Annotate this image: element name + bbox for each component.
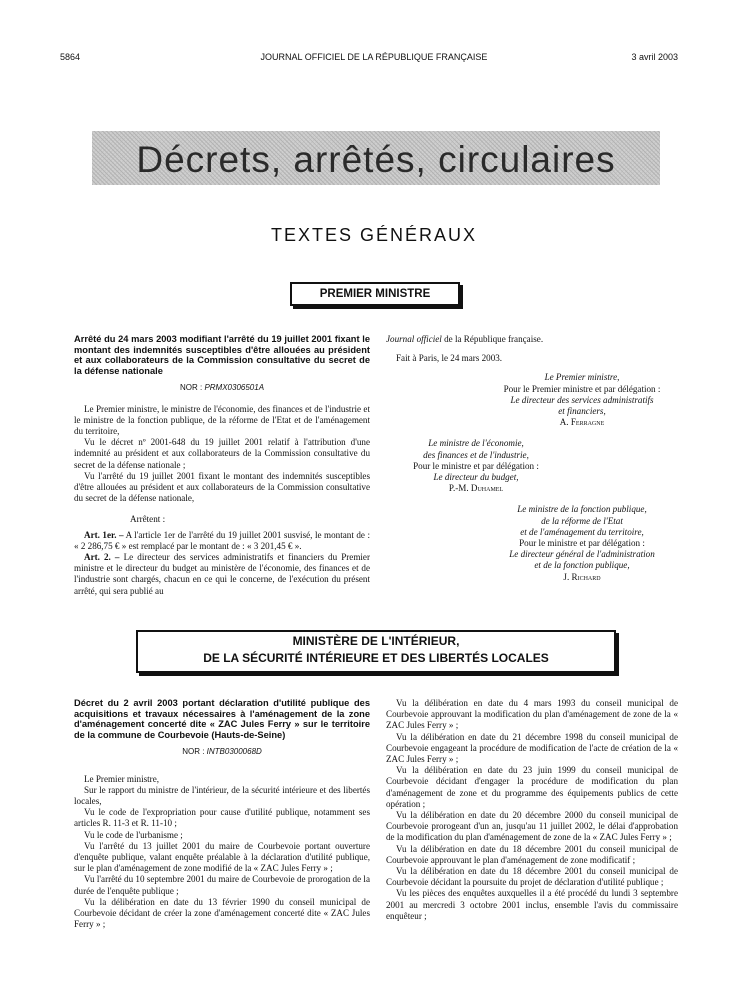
decret-left-para: Vu l'arrêté du 10 septembre 2001 du maire de Courbevoie de prorogation de la durée de l'enquête publique ; (74, 874, 370, 896)
ministry-box-premier-ministre (290, 282, 460, 306)
arrete-left-column (74, 334, 370, 597)
arrete-visa-1: Vu le décret nº 2001-648 du 19 juillet 2001 relatif à l'attribution d'une indemnité au président et aux collaborateurs de la Commission consultative du secret de la défense nationale ; (74, 437, 370, 470)
decret-right-para: Vu la délibération en date du 18 décembre 2001 du conseil municipal de Courbevoie décidant la poursuite du projet de déclaration d'utilité publique ; (386, 866, 678, 888)
arrete-publication: Journal officiel de la République française. (386, 334, 544, 344)
arrete-fait: Fait à Paris, le 24 mars 2003. (396, 353, 503, 364)
banner-title: Décrets, arrêtés, circulaires (136, 139, 616, 180)
decret-left-para: Vu le code de l'urbanisme ; (84, 829, 183, 840)
decret-left-para: Vu l'arrêté du 13 juillet 2001 du maire de Courbevoie portant ouverture d'enquête publique, valant enquête préalable à la déclaration d'utilité publique, sur le plan d'aménagement de zone modifié de la « ZAC Jules Ferry » ; (74, 840, 370, 874)
decret-right-column (386, 698, 678, 922)
decret-title: Décret du 2 avril 2003 portant déclaration d'utilité publique des acquisitions et travaux nécessaires à l'aménagement de la zone d'aménagement concerté dite « ZAC Jules Ferry » sur le territoire de la commune de Courbevoie (Hauts-de-Seine) (74, 698, 370, 740)
issue-date: 3 avril 2003 (631, 52, 678, 62)
decret-right-para: Vu les pièces des enquêtes auxquelles il a été procédé du lundi 3 septembre 2001 au mercredi 3 octobre 2001 inclus, ensemble l'avis du commissaire enquêteur ; (386, 888, 678, 921)
arrete-nor: NOR : PRMX0306501A (179, 383, 265, 393)
ministry-title: PREMIER MINISTRE (319, 288, 431, 300)
journal-title: JOURNAL OFFICIEL DE LA RÉPUBLIQUE FRANÇAISE (260, 52, 488, 62)
decret-left-column (74, 698, 370, 930)
ministry2-line2: DE LA SÉCURITÉ INTÉRIEURE ET DES LIBERTÉS LOCALES (203, 651, 549, 665)
arrete-title: Arrêté du 24 mars 2003 modifiant l'arrêté du 19 juillet 2001 fixant le montant des indemnités susceptibles d'être allouées au président et aux collaborateurs de la Commission consultative du secret de la défense nationale (74, 334, 370, 376)
decret-right-para: Vu la délibération en date du 23 juin 1999 du conseil municipal de Courbevoie décidant d'engager la procédure de modification du plan d'aménagement de zone et du programme des équipements publics de cette opération ; (386, 765, 678, 809)
signature-ministre-fonction-publique: Le ministre de la fonction publique, de la réforme de l'Etat et de l'aménagement du territoire, Pour le ministre et par délégation : Le directeur général de l'administration et de la fonction publique, J. Richard (509, 504, 655, 582)
page-number: 5864 (60, 52, 81, 62)
decret-right-para: Vu la délibération en date du 21 décembre 1998 du conseil municipal de Courbevoie engageant la procédure de modification de l'acte de création de la « ZAC Jules Ferry » ; (386, 731, 678, 765)
arrete-right-column (386, 334, 678, 583)
arrete-article-2: Art. 2. – Le directeur des services administratifs et financiers du Premier ministre et le directeur du budget au ministère de l'économie, des finances et de l'industrie sont chargés, chacun en ce qui le concerne, de l'exécution du présent arrêté, qui sera publié au (74, 552, 370, 596)
section-title: TEXTES GÉNÉRAUX (270, 225, 478, 245)
ministry-box-interieur (136, 630, 616, 673)
decret-left-para: Vu le code de l'expropriation pour cause d'utilité publique, notamment ses articles R. 11-3 et R. 11-10 ; (74, 807, 370, 829)
arrete-visa-2: Vu l'arrêté du 19 juillet 2001 fixant le montant des indemnités susceptibles d'être allouées au président et aux collaborateurs de la Commission consultative du secret de la défense nationale, (74, 470, 370, 504)
ministry2-line1: MINISTÈRE DE L'INTÉRIEUR, (292, 634, 460, 648)
section-banner (92, 131, 660, 185)
signature-ministre-economie: Le ministre de l'économie, des finances et de l'industrie, Pour le ministre et par délégation : Le directeur du budget, P.-M. Duhamel (413, 438, 539, 494)
arrete-preamble: Le Premier ministre, le ministre de l'économie, des finances et de l'industrie et le ministre de la fonction publique, de la réforme de l'Etat et de l'aménagement du territoire, (74, 403, 370, 436)
decret-right-para: Vu la délibération en date du 18 décembre 2001 du conseil municipal de Courbevoie approuvant le plan d'aménagement de zone modificatif ; (386, 843, 678, 865)
decret-left-para: Vu la délibération en date du 13 février 1990 du conseil municipal de Courbevoie décidant de créer la zone d'aménagement concerté dite « ZAC Jules Ferry » ; (74, 896, 370, 930)
signature-premier-ministre: Le Premier ministre, Pour le Premier ministre et par délégation : Le directeur des services administratifs et financiers, A. Ferragne (503, 372, 661, 428)
decret-left-para: Sur le rapport du ministre de l'intérieur, de la sécurité intérieure et des libertés locales, (74, 784, 370, 806)
decret-nor: NOR : INTB0300068D (182, 747, 262, 757)
decret-right-para: Vu la délibération en date du 20 décembre 2000 du conseil municipal de Courbevoie prorogeant d'un an, jusqu'au 11 juillet 2002, le délai d'approbation de la modification du plan d'aménagement de zone de la « ZAC Jules Ferry » ; (386, 810, 678, 843)
arrete-arretent: Arrêtent : (130, 514, 166, 525)
decret-left-para: Le Premier ministre, (84, 773, 160, 784)
arrete-article-1: Art. 1er. – A l'article 1er de l'arrêté du 19 juillet 2001 susvisé, le montant de : « 2 286,75 € » est remplacé par le montant de : « 3 201,45 € ». (74, 529, 370, 551)
decret-right-para: Vu la délibération en date du 4 mars 1993 du conseil municipal de Courbevoie approuvant la modification du plan d'aménagement de zone de la « ZAC Jules Ferry » ; (386, 698, 678, 731)
